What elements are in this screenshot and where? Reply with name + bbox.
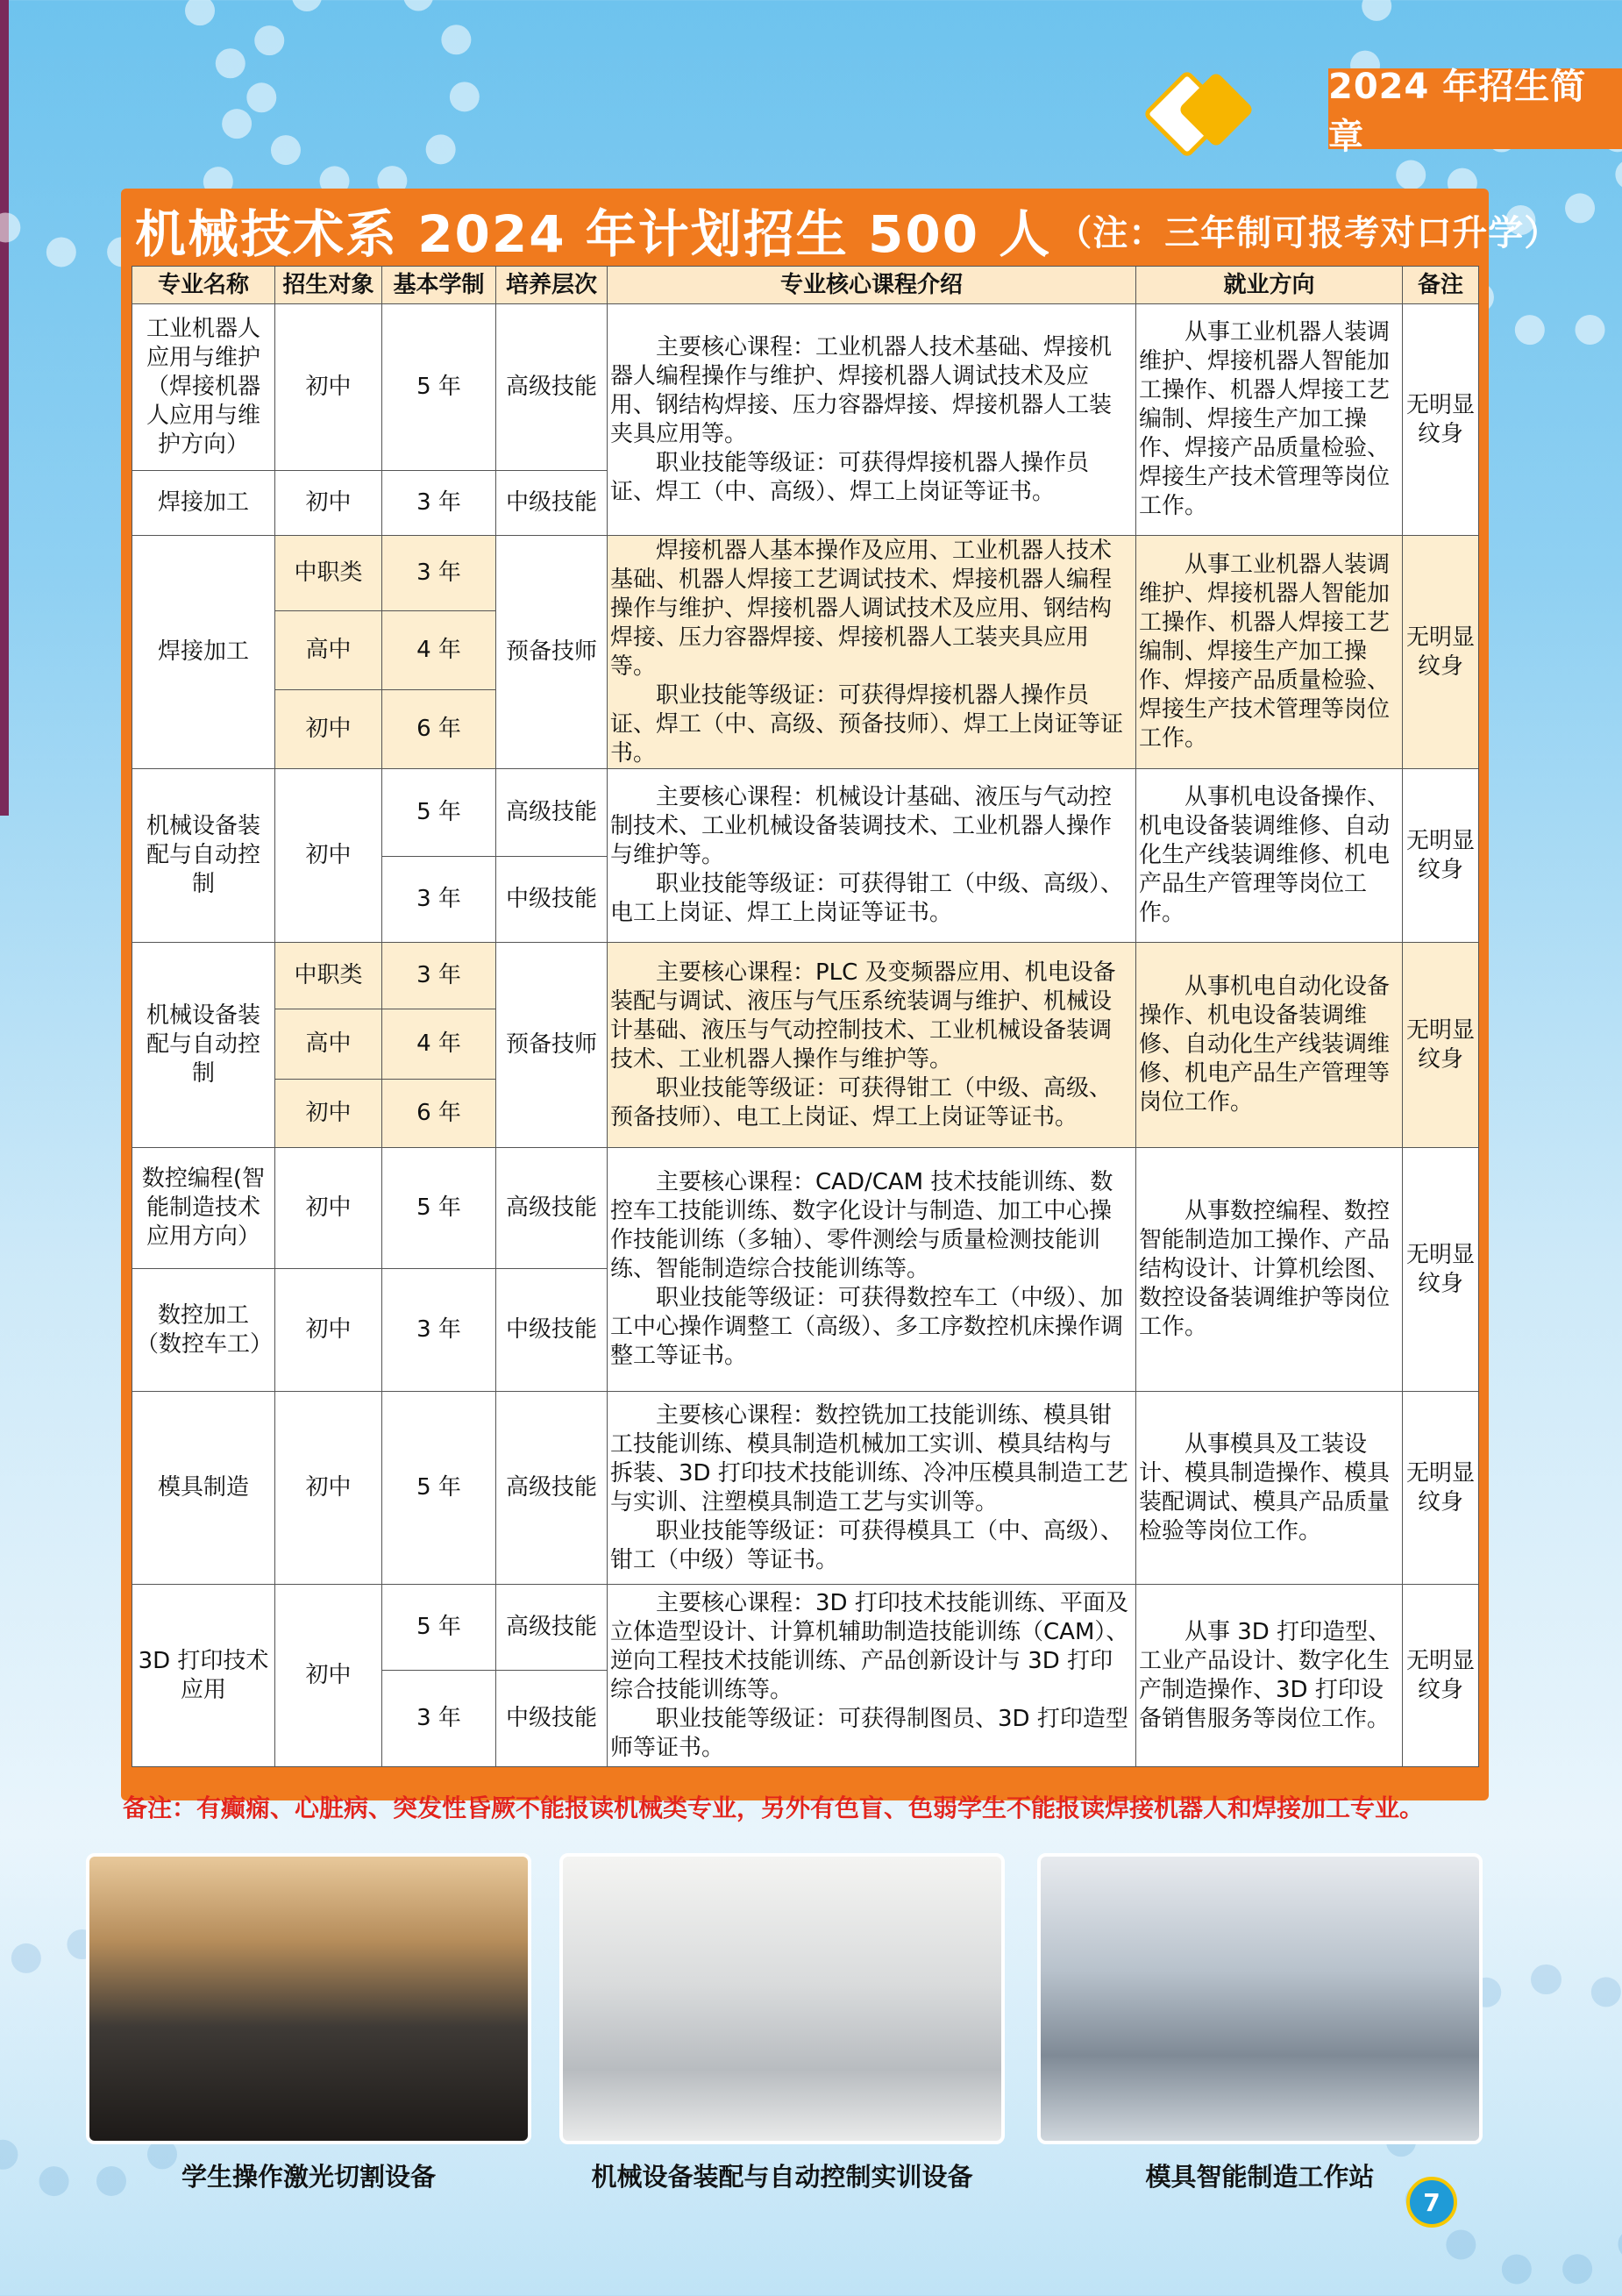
table-row [132, 1392, 1479, 1585]
enrollment-panel [121, 189, 1561, 1800]
page-title [132, 199, 1561, 264]
remark-cell: 无明显纹身 [1403, 536, 1479, 769]
brochure-tag: 2024 年招生简章 [1328, 68, 1622, 149]
level-cell: 中级技能 [496, 857, 608, 943]
courses-cell [608, 943, 1136, 1148]
core-courses: 焊接机器人基本操作及应用、工业机器人技术基础、机器人焊接工艺调试技术、焊接机器人编程操作与维护、焊接机器人调试技术及应用、钢结构焊接、压力容器焊接、焊接机器人工装夹具应用等。 [610, 537, 1113, 680]
career-cell [1136, 1585, 1403, 1767]
enrollment-table [132, 266, 1479, 1767]
career-cell [1136, 769, 1403, 943]
duration-cell: 6 年 [382, 690, 496, 769]
duration-cell: 5 年 [382, 1392, 496, 1585]
photo-laser-cutting [86, 1853, 531, 2144]
table-row [132, 1585, 1479, 1671]
major-name: 焊接加工 [132, 536, 275, 769]
level-cell: 中级技能 [496, 1269, 608, 1392]
certificates: 职业技能等级证：可获得模具工（中、高级）、钳工（中级）等证书。 [610, 1517, 1124, 1573]
duration-cell: 5 年 [382, 304, 496, 471]
page-number: 7 [1406, 2177, 1457, 2228]
courses-cell [608, 304, 1136, 536]
target-cell: 初中 [275, 1392, 382, 1585]
duration-cell: 3 年 [382, 471, 496, 536]
remark-cell: 无明显纹身 [1403, 943, 1479, 1148]
core-courses: 主要核心课程：数控铣加工技能训练、模具钳工技能训练、模具制造机械加工实训、模具结构与拆装、3D 打印技术技能训练、冷冲压模具制造工艺与实训、注塑模具制造工艺与实训等。 [610, 1401, 1128, 1515]
courses-cell [608, 1585, 1136, 1767]
photo-mold-workstation [1037, 1853, 1483, 2144]
enrollment-table-wrap [132, 266, 1478, 1767]
career-text: 从事 3D 打印造型、工业产品设计、数字化生产制造操作、3D 打印设备销售服务等岗位工作。 [1139, 1618, 1391, 1732]
col-remark: 备注 [1403, 267, 1479, 304]
col-courses: 专业核心课程介绍 [608, 267, 1136, 304]
certificates: 职业技能等级证：可获得钳工（中级、高级、预备技师）、电工上岗证、焊工上岗证等证书。 [610, 1074, 1113, 1130]
certificates: 职业技能等级证：可获得焊接机器人操作员证、焊工（中、高级、预备技师）、焊工上岗证等证书。 [610, 681, 1124, 767]
career-cell [1136, 536, 1403, 769]
target-cell: 中职类 [275, 943, 382, 1009]
col-career: 就业方向 [1136, 267, 1403, 304]
title-main: 机械技术系 2024 年计划招生 500 人 [135, 204, 1052, 264]
gear-decoration-icon [245, 0, 480, 200]
level-cell: 中级技能 [496, 1671, 608, 1767]
remark-cell: 无明显纹身 [1403, 769, 1479, 943]
courses-cell [608, 1392, 1136, 1585]
level-cell: 预备技师 [496, 943, 608, 1148]
duration-cell: 3 年 [382, 536, 496, 611]
level-cell: 高级技能 [496, 1585, 608, 1671]
target-cell: 初中 [275, 769, 382, 943]
photo-caption: 机械设备装配与自动控制实训设备 [591, 2162, 973, 2192]
level-cell: 高级技能 [496, 1148, 608, 1269]
career-cell [1136, 1392, 1403, 1585]
col-level: 培养层次 [496, 267, 608, 304]
title-note: （注：三年制可报考对口升学） [1056, 212, 1561, 253]
col-target: 招生对象 [275, 267, 382, 304]
target-cell: 初中 [275, 1269, 382, 1392]
career-text: 从事模具及工装设计、模具制造操作、模具装配调试、模具产品质量检验等岗位工作。 [1139, 1430, 1391, 1544]
photo-caption: 学生操作激光切割设备 [181, 2162, 436, 2192]
major-name: 工业机器人应用与维护（焊接机器人应用与维护方向） [132, 304, 275, 471]
courses-cell [608, 769, 1136, 943]
remark-cell: 无明显纹身 [1403, 1585, 1479, 1767]
col-major: 专业名称 [132, 267, 275, 304]
target-cell: 中职类 [275, 536, 382, 611]
career-text: 从事机电设备操作、机电设备装调维修、自动化生产线装调维修、机电产品生产管理等岗位工作。 [1139, 784, 1391, 926]
major-name: 3D 打印技术应用 [132, 1585, 275, 1767]
table-header-row [132, 267, 1479, 304]
level-cell: 中级技能 [496, 471, 608, 536]
duration-cell: 3 年 [382, 1269, 496, 1392]
courses-cell [608, 536, 1136, 769]
core-courses: 主要核心课程：3D 打印技术技能训练、平面及立体造型设计、计算机辅助制造技能训练（CAM）、逆向工程技术技能训练、产品创新设计与 3D 打印综合技能训练等。 [610, 1589, 1129, 1703]
photo-assembly-training [559, 1853, 1005, 2144]
duration-cell: 4 年 [382, 611, 496, 690]
footnote: 备注：有癫痫、心脏病、突发性昏厥不能报读机械类专业，另外有色盲、色弱学生不能报读焊接机器人和焊接加工专业。 [123, 1793, 1425, 1822]
certificates: 职业技能等级证：可获得制图员、3D 打印造型师等证书。 [610, 1705, 1128, 1761]
career-cell [1136, 1148, 1403, 1392]
duration-cell: 3 年 [382, 1671, 496, 1767]
major-name: 模具制造 [132, 1392, 275, 1585]
duration-cell: 4 年 [382, 1009, 496, 1080]
target-cell: 初中 [275, 1148, 382, 1269]
core-courses: 主要核心课程：机械设计基础、液压与气动控制技术、工业机械设备装调技术、工业机器人操作与维护等。 [610, 784, 1113, 868]
col-duration: 基本学制 [382, 267, 496, 304]
core-courses: 主要核心课程：工业机器人技术基础、焊接机器人编程操作与维护、焊接机器人调试技术及应用、钢结构焊接、压力容器焊接、焊接机器人工装夹具应用等。 [610, 333, 1113, 447]
major-name: 焊接加工 [132, 471, 275, 536]
duration-cell: 6 年 [382, 1080, 496, 1148]
certificates: 职业技能等级证：可获得钳工（中级、高级）、电工上岗证、焊工上岗证等证书。 [610, 871, 1124, 926]
career-text: 从事工业机器人装调维护、焊接机器人智能加工操作、机器人焊接工艺编制、焊接生产加工操作、焊接产品质量检验、焊接生产技术管理等岗位工作。 [1139, 319, 1391, 519]
courses-cell [608, 1148, 1136, 1392]
table-row [132, 769, 1479, 857]
core-courses: 主要核心课程：PLC 及变频器应用、机电设备装配与调试、液压与气压系统装调与维护、机械设计基础、液压与气动控制技术、工业机械设备装调技术、工业机器人操作与维护等。 [610, 959, 1116, 1073]
remark-cell: 无明显纹身 [1403, 1392, 1479, 1585]
target-cell: 高中 [275, 1009, 382, 1080]
career-cell [1136, 943, 1403, 1148]
target-cell: 高中 [275, 611, 382, 690]
remark-cell: 无明显纹身 [1403, 304, 1479, 536]
duration-cell: 3 年 [382, 857, 496, 943]
table-row [132, 536, 1479, 611]
level-cell: 预备技师 [496, 536, 608, 769]
career-cell [1136, 304, 1403, 536]
major-name: 数控编程(智能制造技术应用方向） [132, 1148, 275, 1269]
major-name: 机械设备装配与自动控制 [132, 943, 275, 1148]
core-courses: 主要核心课程：CAD/CAM 技术技能训练、数控车工技能训练、数字化设计与制造、加工中心操作技能训练（多轴）、零件测绘与质量检测技能训练、智能制造综合技能训练等。 [610, 1169, 1113, 1282]
table-row [132, 1148, 1479, 1269]
duration-cell: 5 年 [382, 769, 496, 857]
career-text: 从事数控编程、数控智能制造加工操作、产品结构设计、计算机绘图、数控设备装调维护等岗位工作。 [1139, 1198, 1391, 1340]
target-cell: 初中 [275, 690, 382, 769]
major-name: 数控加工（数控车工） [132, 1269, 275, 1392]
level-cell: 高级技能 [496, 769, 608, 857]
table-row [132, 943, 1479, 1009]
photo-caption: 模具智能制造工作站 [1145, 2162, 1375, 2192]
major-name: 机械设备装配与自动控制 [132, 769, 275, 943]
certificates: 职业技能等级证：可获得焊接机器人操作员证、焊工（中、高级）、焊工上岗证等证书。 [610, 449, 1090, 505]
duration-cell: 5 年 [382, 1585, 496, 1671]
level-cell: 高级技能 [496, 304, 608, 471]
remark-cell: 无明显纹身 [1403, 1148, 1479, 1392]
duration-cell: 3 年 [382, 943, 496, 1009]
certificates: 职业技能等级证：可获得数控车工（中级）、加工中心操作调整工（高级）、多工序数控机床操作调整工等证书。 [610, 1285, 1124, 1369]
target-cell: 初中 [275, 304, 382, 471]
duration-cell: 5 年 [382, 1148, 496, 1269]
target-cell: 初中 [275, 1080, 382, 1148]
career-text: 从事工业机器人装调维护、焊接机器人智能加工操作、机器人焊接工艺编制、焊接生产加工操作、焊接产品质量检验、焊接生产技术管理等岗位工作。 [1139, 552, 1391, 752]
level-cell: 高级技能 [496, 1392, 608, 1585]
target-cell: 初中 [275, 471, 382, 536]
career-text: 从事机电自动化设备操作、机电设备装调维修、自动化生产线装调维修、机电产品生产管理等岗位工作。 [1139, 973, 1391, 1116]
target-cell: 初中 [275, 1585, 382, 1767]
table-row [132, 304, 1479, 471]
